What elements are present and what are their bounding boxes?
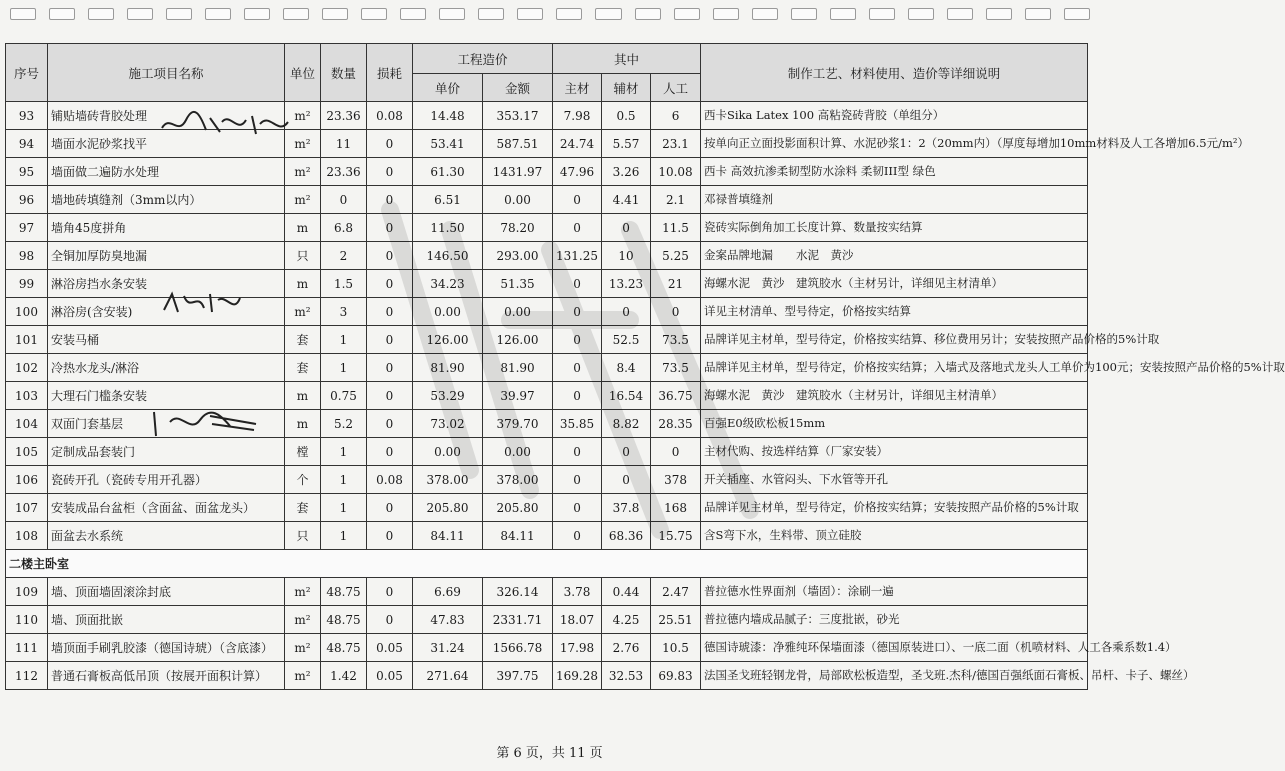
loss: 0 [367, 410, 413, 438]
description: 邓禄普填缝剂 [701, 186, 1088, 214]
page-footer: 第 6 页，共 11 页 [496, 746, 603, 761]
amount: 1431.97 [483, 158, 553, 186]
header-qty: 数量 [321, 44, 367, 102]
description: 百强E0级欧松板15mm [701, 410, 1088, 438]
description: 法国圣戈班轻钢龙骨，局部欧松板造型，圣戈班.杰科/德国百强纸面石膏板、吊杆、卡子、螺丝） [701, 662, 1088, 690]
table-row [6, 102, 1088, 130]
unit: 个 [285, 466, 321, 494]
main-material: 0 [553, 270, 602, 298]
row-number: 111 [6, 634, 48, 662]
main-material: 0 [553, 354, 602, 382]
unit: m² [285, 578, 321, 606]
quantity: 1 [321, 354, 367, 382]
table-row [6, 466, 1088, 494]
table-row [6, 606, 1088, 634]
quotation-table [5, 43, 1285, 690]
header-seq: 序号 [6, 44, 48, 102]
unit-price: 14.48 [413, 102, 483, 130]
row-number: 93 [6, 102, 48, 130]
table-row [6, 662, 1088, 690]
main-material: 3.78 [553, 578, 602, 606]
item-name: 安装马桶 [48, 326, 285, 354]
description: 品牌详见主材单，型号待定，价格按实结算、移位费用另计；安装按照产品价格的5%计取 [701, 326, 1088, 354]
quantity: 2 [321, 242, 367, 270]
aux-material: 10 [602, 242, 651, 270]
description: 含S弯下水，生料带、顶立硅胶 [701, 522, 1088, 550]
row-number: 97 [6, 214, 48, 242]
main-material: 0 [553, 494, 602, 522]
quantity: 48.75 [321, 606, 367, 634]
row-number: 110 [6, 606, 48, 634]
unit: m² [285, 606, 321, 634]
unit-price: 47.83 [413, 606, 483, 634]
amount: 78.20 [483, 214, 553, 242]
table-row [6, 410, 1088, 438]
loss: 0 [367, 186, 413, 214]
main-material: 0 [553, 326, 602, 354]
amount: 126.00 [483, 326, 553, 354]
unit: 套 [285, 354, 321, 382]
description: 开关插座、水管闷头、下水管等开孔 [701, 466, 1088, 494]
item-name: 大理石门槛条安装 [48, 382, 285, 410]
header-cost-group: 工程造价 [413, 44, 553, 74]
labor: 73.5 [651, 326, 701, 354]
description: 详见主材清单、型号待定，价格按实结算 [701, 298, 1088, 326]
row-number: 101 [6, 326, 48, 354]
loss: 0 [367, 438, 413, 466]
loss: 0 [367, 158, 413, 186]
quantity: 6.8 [321, 214, 367, 242]
row-number: 106 [6, 466, 48, 494]
quantity: 0 [321, 186, 367, 214]
aux-material: 37.8 [602, 494, 651, 522]
table-row [6, 186, 1088, 214]
aux-material: 0.44 [602, 578, 651, 606]
labor: 10.08 [651, 158, 701, 186]
aux-material: 13.23 [602, 270, 651, 298]
main-material: 0 [553, 466, 602, 494]
table-row [6, 438, 1088, 466]
labor: 0 [651, 438, 701, 466]
unit: m [285, 270, 321, 298]
row-number: 94 [6, 130, 48, 158]
table-row [6, 326, 1088, 354]
amount: 379.70 [483, 410, 553, 438]
item-name: 墙、顶面墙固滚涂封底 [48, 578, 285, 606]
unit: m [285, 214, 321, 242]
item-name: 墙面做二遍防水处理 [48, 158, 285, 186]
amount: 378.00 [483, 466, 553, 494]
quantity: 3 [321, 298, 367, 326]
unit: 樘 [285, 438, 321, 466]
unit-price: 146.50 [413, 242, 483, 270]
main-material: 24.74 [553, 130, 602, 158]
aux-material: 8.82 [602, 410, 651, 438]
unit: 只 [285, 522, 321, 550]
quantity: 1 [321, 438, 367, 466]
loss: 0.08 [367, 102, 413, 130]
labor: 2.47 [651, 578, 701, 606]
header-aux-mat: 辅材 [602, 74, 651, 102]
row-number: 96 [6, 186, 48, 214]
description: 普拉德内墙成品腻子：三度批嵌，砂光 [701, 606, 1088, 634]
loss: 0 [367, 606, 413, 634]
loss: 0 [367, 494, 413, 522]
labor: 0 [651, 298, 701, 326]
unit-price: 34.23 [413, 270, 483, 298]
loss: 0 [367, 270, 413, 298]
labor: 69.83 [651, 662, 701, 690]
description: 按单向正立面投影面积计算、水泥砂浆1：2（20mm内）（厚度每增加10mm材料及人工各增加6.5元/m²） [701, 130, 1088, 158]
loss: 0 [367, 242, 413, 270]
amount: 353.17 [483, 102, 553, 130]
unit: 套 [285, 494, 321, 522]
unit-price: 0.00 [413, 438, 483, 466]
quantity: 23.36 [321, 102, 367, 130]
main-material: 18.07 [553, 606, 602, 634]
description: 西卡 高效抗渗柔韧型防水涂料 柔韧III型 绿色 [701, 158, 1088, 186]
amount: 84.11 [483, 522, 553, 550]
loss: 0 [367, 214, 413, 242]
header-name: 施工项目名称 [48, 44, 285, 102]
item-name: 墙顶面手刷乳胶漆（德国诗琥）（含底漆） [48, 634, 285, 662]
aux-material: 52.5 [602, 326, 651, 354]
labor: 6 [651, 102, 701, 130]
table-row [6, 494, 1088, 522]
table-body [6, 102, 1285, 550]
unit-price: 73.02 [413, 410, 483, 438]
loss: 0.05 [367, 634, 413, 662]
labor: 23.1 [651, 130, 701, 158]
labor: 5.25 [651, 242, 701, 270]
item-name: 双面门套基层 [48, 410, 285, 438]
main-material: 169.28 [553, 662, 602, 690]
labor: 378 [651, 466, 701, 494]
description: 海螺水泥 黄沙 建筑胶水（主材另计，详细见主材清单） [701, 270, 1088, 298]
labor: 11.5 [651, 214, 701, 242]
table-row [6, 578, 1088, 606]
unit: m [285, 382, 321, 410]
row-number: 95 [6, 158, 48, 186]
table-row [6, 270, 1088, 298]
unit-price: 6.69 [413, 578, 483, 606]
aux-material: 32.53 [602, 662, 651, 690]
labor: 2.1 [651, 186, 701, 214]
unit-price: 53.29 [413, 382, 483, 410]
main-material: 0 [553, 186, 602, 214]
aux-material: 16.54 [602, 382, 651, 410]
unit: 套 [285, 326, 321, 354]
row-number: 105 [6, 438, 48, 466]
aux-material: 2.76 [602, 634, 651, 662]
unit-price: 61.30 [413, 158, 483, 186]
description: 瓷砖实际倒角加工长度计算、数量按实结算 [701, 214, 1088, 242]
unit: m² [285, 662, 321, 690]
main-material: 0 [553, 214, 602, 242]
amount: 51.35 [483, 270, 553, 298]
table-row [6, 522, 1088, 550]
main-material: 0 [553, 298, 602, 326]
row-number: 112 [6, 662, 48, 690]
quantity: 1 [321, 522, 367, 550]
item-name: 安装成品台盆柜（含面盆、面盆龙头） [48, 494, 285, 522]
table-row [6, 298, 1088, 326]
amount: 326.14 [483, 578, 553, 606]
description: 普拉德水性界面剂（墙固）：涂刷一遍 [701, 578, 1088, 606]
labor: 36.75 [651, 382, 701, 410]
aux-material: 0 [602, 214, 651, 242]
main-material: 47.96 [553, 158, 602, 186]
header-price: 单价 [413, 74, 483, 102]
loss: 0 [367, 382, 413, 410]
unit-price: 205.80 [413, 494, 483, 522]
labor: 73.5 [651, 354, 701, 382]
description: 西卡Sika Latex 100 高粘瓷砖背胶（单组分） [701, 102, 1088, 130]
description: 金案品牌地漏 水泥 黄沙 [701, 242, 1088, 270]
unit-price: 84.11 [413, 522, 483, 550]
quantity: 1.5 [321, 270, 367, 298]
unit-price: 11.50 [413, 214, 483, 242]
amount: 587.51 [483, 130, 553, 158]
item-name: 瓷砖开孔（瓷砖专用开孔器） [48, 466, 285, 494]
main-material: 0 [553, 438, 602, 466]
unit: 只 [285, 242, 321, 270]
aux-material: 4.41 [602, 186, 651, 214]
unit: m² [285, 130, 321, 158]
description: 德国诗琥漆：净雅纯环保墙面漆（德国原装进口）、一底二面（机喷材料、人工各乘系数1.4） [701, 634, 1088, 662]
labor: 10.5 [651, 634, 701, 662]
amount: 0.00 [483, 186, 553, 214]
table-row [6, 130, 1088, 158]
item-name: 墙地砖填缝剂（3mm以内） [48, 186, 285, 214]
row-number: 98 [6, 242, 48, 270]
row-number: 99 [6, 270, 48, 298]
loss: 0 [367, 578, 413, 606]
table-row [6, 214, 1088, 242]
loss: 0 [367, 522, 413, 550]
quantity: 0.75 [321, 382, 367, 410]
amount: 0.00 [483, 438, 553, 466]
description: 品牌详见主材单，型号待定，价格按实结算；入墙式及落地式龙头人工单价为100元；安装按照产品价格的5%计取 [701, 354, 1088, 382]
unit-price: 53.41 [413, 130, 483, 158]
unit: m² [285, 298, 321, 326]
description: 主材代购、按选样结算（厂家安装） [701, 438, 1088, 466]
amount: 205.80 [483, 494, 553, 522]
main-material: 17.98 [553, 634, 602, 662]
quantity: 11 [321, 130, 367, 158]
unit: m² [285, 102, 321, 130]
item-name: 普通石膏板高低吊顶（按展开面积计算） [48, 662, 285, 690]
item-name: 淋浴房(含安装) [48, 298, 285, 326]
amount: 39.97 [483, 382, 553, 410]
quantity: 1 [321, 466, 367, 494]
unit: m² [285, 158, 321, 186]
aux-material: 4.25 [602, 606, 651, 634]
quantity: 23.36 [321, 158, 367, 186]
item-name: 全铜加厚防臭地漏 [48, 242, 285, 270]
header-detail-group: 其中 [553, 44, 701, 74]
main-material: 131.25 [553, 242, 602, 270]
item-name: 墙角45度拼角 [48, 214, 285, 242]
aux-material: 5.57 [602, 130, 651, 158]
header-unit: 单位 [285, 44, 321, 102]
header-main-mat: 主材 [553, 74, 602, 102]
description: 海螺水泥 黄沙 建筑胶水（主材另计，详细见主材清单） [701, 382, 1088, 410]
unit: m [285, 410, 321, 438]
amount: 0.00 [483, 298, 553, 326]
unit-price: 6.51 [413, 186, 483, 214]
item-name: 面盆去水系统 [48, 522, 285, 550]
header-labor: 人工 [651, 74, 701, 102]
row-number: 100 [6, 298, 48, 326]
item-name: 墙、顶面批嵌 [48, 606, 285, 634]
aux-material: 0 [602, 438, 651, 466]
loss: 0.08 [367, 466, 413, 494]
aux-material: 0.5 [602, 102, 651, 130]
unit: m² [285, 634, 321, 662]
amount: 1566.78 [483, 634, 553, 662]
table-row [6, 382, 1088, 410]
table-row [6, 242, 1088, 270]
quantity: 1 [321, 326, 367, 354]
row-number: 107 [6, 494, 48, 522]
main-material: 0 [553, 382, 602, 410]
section-title: 二楼主卧室 [6, 550, 1088, 578]
row-number: 102 [6, 354, 48, 382]
labor: 28.35 [651, 410, 701, 438]
quantity: 1 [321, 494, 367, 522]
description: 品牌详见主材单，型号待定，价格按实结算；安装按照产品价格的5%计取 [701, 494, 1088, 522]
loss: 0 [367, 326, 413, 354]
quantity: 48.75 [321, 634, 367, 662]
labor: 15.75 [651, 522, 701, 550]
labor: 25.51 [651, 606, 701, 634]
row-number: 104 [6, 410, 48, 438]
main-material: 35.85 [553, 410, 602, 438]
loss: 0 [367, 298, 413, 326]
labor: 21 [651, 270, 701, 298]
table-body-bedroom [6, 578, 1195, 690]
amount: 397.75 [483, 662, 553, 690]
table-row [6, 354, 1088, 382]
amount: 293.00 [483, 242, 553, 270]
row-number: 103 [6, 382, 48, 410]
binding-holes [10, 8, 1090, 26]
item-name: 定制成品套装门 [48, 438, 285, 466]
loss: 0 [367, 130, 413, 158]
aux-material: 0 [602, 466, 651, 494]
header-desc: 制作工艺、材料使用、造价等详细说明 [701, 44, 1088, 102]
quantity: 5.2 [321, 410, 367, 438]
amount: 2331.71 [483, 606, 553, 634]
item-name: 淋浴房挡水条安装 [48, 270, 285, 298]
item-name: 冷热水龙头/淋浴 [48, 354, 285, 382]
loss: 0.05 [367, 662, 413, 690]
main-material: 0 [553, 522, 602, 550]
header-loss: 损耗 [367, 44, 413, 102]
aux-material: 8.4 [602, 354, 651, 382]
table-row [6, 158, 1088, 186]
unit-price: 31.24 [413, 634, 483, 662]
unit-price: 126.00 [413, 326, 483, 354]
row-number: 108 [6, 522, 48, 550]
item-name: 墙面水泥砂浆找平 [48, 130, 285, 158]
quantity: 1.42 [321, 662, 367, 690]
labor: 168 [651, 494, 701, 522]
amount: 81.90 [483, 354, 553, 382]
row-number: 109 [6, 578, 48, 606]
quantity: 48.75 [321, 578, 367, 606]
unit: m² [285, 186, 321, 214]
main-material: 7.98 [553, 102, 602, 130]
aux-material: 3.26 [602, 158, 651, 186]
header-amount: 金额 [483, 74, 553, 102]
unit-price: 81.90 [413, 354, 483, 382]
aux-material: 0 [602, 298, 651, 326]
unit-price: 378.00 [413, 466, 483, 494]
loss: 0 [367, 354, 413, 382]
unit-price: 0.00 [413, 298, 483, 326]
item-name: 铺贴墙砖背胶处理 [48, 102, 285, 130]
aux-material: 68.36 [602, 522, 651, 550]
unit-price: 271.64 [413, 662, 483, 690]
table-row [6, 634, 1088, 662]
